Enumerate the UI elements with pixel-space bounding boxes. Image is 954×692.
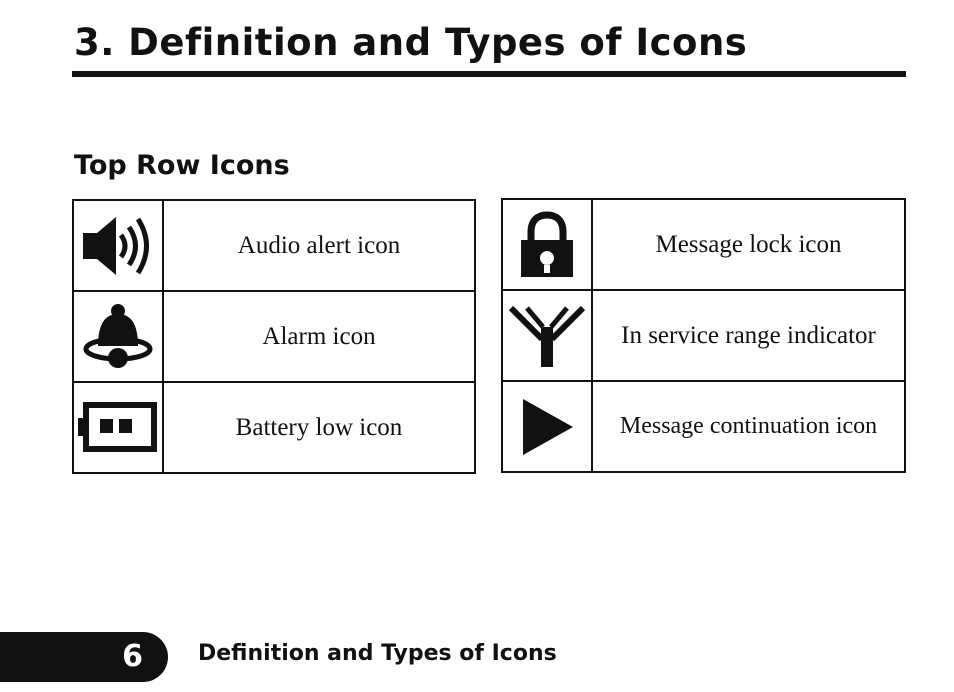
triangle-right-icon <box>503 397 591 457</box>
page-number <box>0 632 160 682</box>
icon-cell <box>73 200 163 291</box>
description-cell <box>592 199 905 290</box>
table-row <box>73 200 475 291</box>
antenna-icon <box>503 303 591 369</box>
icon-cell <box>502 381 592 472</box>
table-row <box>73 291 475 382</box>
alarm-bell-icon <box>74 302 162 372</box>
footer-running-title: Definition and Types of Icons <box>198 641 557 666</box>
icon-table-right <box>501 198 906 473</box>
icon-description: Alarm icon <box>262 323 376 350</box>
title-rule <box>72 71 906 77</box>
description-cell <box>163 382 475 473</box>
audio-alert-icon <box>74 214 162 278</box>
description-cell <box>163 291 475 382</box>
table-row <box>73 382 475 473</box>
battery-low-icon <box>74 400 162 456</box>
icon-description: Message lock icon <box>655 231 842 258</box>
icon-description: In service range indicator <box>621 322 876 349</box>
description-cell <box>592 381 905 472</box>
page-title: 3. Definition and Types of Icons <box>74 21 748 64</box>
table-row <box>502 199 905 290</box>
page-number-text: 6 <box>122 639 143 674</box>
icon-description: Battery low icon <box>235 414 403 441</box>
icon-table-left <box>72 199 476 474</box>
icon-cell <box>73 291 163 382</box>
section-heading: Top Row Icons <box>74 150 290 181</box>
description-cell <box>163 200 475 291</box>
icon-cell <box>502 199 592 290</box>
icon-description: Audio alert icon <box>237 232 401 259</box>
padlock-icon <box>503 210 591 280</box>
icon-description: Message continuation icon <box>619 413 878 439</box>
icon-cell <box>502 290 592 381</box>
table-row <box>502 290 905 381</box>
table-row <box>502 381 905 472</box>
icon-cell <box>73 382 163 473</box>
description-cell <box>592 290 905 381</box>
